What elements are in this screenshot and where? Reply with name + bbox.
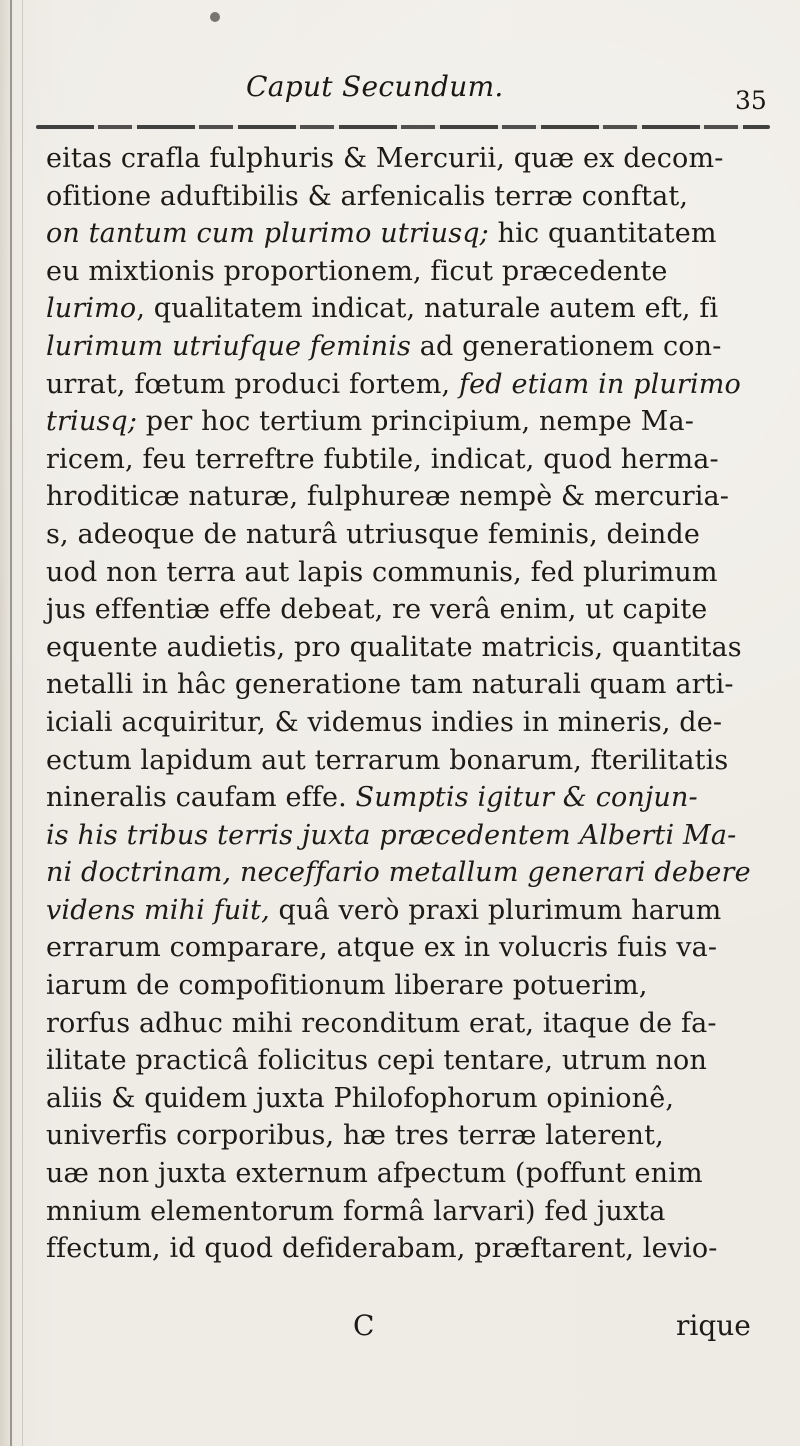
text-line bbox=[46, 967, 776, 1005]
italic-segment: on tantum cum plurimo utriusq; bbox=[46, 218, 489, 250]
gutter-edge bbox=[22, 0, 23, 1446]
text-line bbox=[46, 253, 776, 291]
text-line bbox=[46, 817, 776, 855]
roman-segment: ofitione aduftibilis & arfenicalis terræ conftat, bbox=[46, 180, 689, 212]
running-title: Caput Secundum. bbox=[246, 70, 504, 103]
roman-segment: per hoc tertium principium, nempe Ma- bbox=[137, 406, 694, 438]
text-line bbox=[46, 328, 776, 366]
roman-segment: , qualitatem indicat, naturale autem eft, fi bbox=[136, 293, 719, 325]
text-line bbox=[46, 779, 776, 817]
text-line bbox=[46, 403, 776, 441]
text-line bbox=[46, 215, 776, 253]
roman-segment: ad generationem con- bbox=[410, 330, 722, 362]
roman-segment: equente audietis, pro qualitate matricis, quantitas bbox=[46, 631, 742, 663]
roman-segment: urrat, fœtum produci fortem, bbox=[46, 368, 459, 400]
italic-segment: lurimum utriufque feminis bbox=[46, 330, 411, 362]
text-line bbox=[46, 441, 776, 479]
text-line bbox=[46, 1042, 776, 1080]
roman-segment: univerfis corporibus, hæ tres terræ laterent, bbox=[46, 1120, 664, 1152]
text-line bbox=[46, 1005, 776, 1043]
text-line bbox=[46, 742, 776, 780]
text-line bbox=[46, 366, 776, 404]
text-line bbox=[46, 929, 776, 967]
text-line bbox=[46, 140, 776, 178]
ink-spot bbox=[210, 12, 220, 22]
roman-segment: netalli in hâc generatione tam naturali quam arti- bbox=[46, 669, 734, 701]
roman-segment: eu mixtionis proportionem, ficut præcedente bbox=[46, 255, 668, 287]
roman-segment: aliis & quidem juxta Philofophorum opinionê, bbox=[46, 1082, 675, 1114]
roman-segment: mnium elementorum formâ larvari) fed juxta bbox=[46, 1195, 666, 1227]
roman-segment: jus effentiæ effe debeat, re verâ enim, ut capite bbox=[46, 594, 708, 626]
body-text bbox=[46, 140, 776, 1268]
roman-segment: iarum de compofitionum liberare potuerim, bbox=[46, 970, 648, 1002]
roman-segment: ectum lapidum aut terrarum bonarum, fterilitatis bbox=[46, 744, 729, 776]
roman-segment: ricem, feu terreftre fubtile, indicat, quod herma- bbox=[46, 443, 719, 475]
roman-segment: eitas crafla fulphuris & Mercurii, quæ ex decom- bbox=[46, 143, 724, 174]
signature-mark: C bbox=[353, 1309, 375, 1342]
text-line bbox=[46, 178, 776, 216]
italic-segment: triusq; bbox=[46, 406, 138, 438]
roman-segment: hic quantitatem bbox=[488, 218, 717, 250]
text-line bbox=[46, 1193, 776, 1231]
text-line bbox=[46, 591, 776, 629]
roman-segment: uod non terra aut lapis communis, fed plurimum bbox=[46, 556, 718, 588]
text-line bbox=[46, 854, 776, 892]
text-line bbox=[46, 478, 776, 516]
header-rule bbox=[36, 125, 770, 129]
catchword: rique bbox=[676, 1309, 751, 1342]
text-line bbox=[46, 666, 776, 704]
text-line bbox=[46, 629, 776, 667]
roman-segment: quâ verò praxi plurimum harum bbox=[269, 894, 722, 926]
roman-segment: uæ non juxta externum afpectum (poffunt enim bbox=[46, 1158, 703, 1190]
text-line bbox=[46, 1230, 776, 1268]
text-line bbox=[46, 892, 776, 930]
roman-segment: ffectum, id quod defiderabam, præftarent, levio- bbox=[46, 1233, 718, 1265]
roman-segment: errarum comparare, atque ex in volucris fuis va- bbox=[46, 932, 718, 964]
text-line bbox=[46, 554, 776, 592]
roman-segment: hroditicæ naturæ, fulphureæ nempè & mercuria- bbox=[46, 481, 730, 513]
roman-segment: iciali acquiritur, & videmus indies in mineris, de- bbox=[46, 706, 723, 738]
italic-segment: Sumptis igitur & conjun- bbox=[355, 782, 698, 814]
italic-segment: ni doctrinam, neceffario metallum generari debere bbox=[46, 857, 751, 889]
text-line bbox=[46, 290, 776, 328]
roman-segment: ilitate practicâ folicitus cepi tentare, utrum non bbox=[46, 1045, 707, 1077]
text-line bbox=[46, 1080, 776, 1118]
text-line bbox=[46, 704, 776, 742]
text-line bbox=[46, 516, 776, 554]
roman-segment: nineralis caufam effe. bbox=[46, 782, 356, 814]
italic-segment: videns mihi fuit, bbox=[46, 894, 270, 926]
gutter-shadow bbox=[10, 0, 12, 1446]
roman-segment: rorfus adhuc mihi reconditum erat, itaque de fa- bbox=[46, 1007, 717, 1039]
italic-segment: fed etiam in plurimo bbox=[459, 368, 741, 400]
roman-segment: s, adeoque de naturâ utriusque feminis, deinde bbox=[46, 518, 700, 550]
text-line bbox=[46, 1155, 776, 1193]
text-line bbox=[46, 1117, 776, 1155]
italic-segment: is his tribus terris juxta præcedentem Alberti Ma- bbox=[46, 819, 737, 851]
page-footer bbox=[0, 1306, 800, 1346]
italic-segment: lurimo bbox=[46, 293, 137, 325]
page-number: 35 bbox=[735, 86, 767, 115]
